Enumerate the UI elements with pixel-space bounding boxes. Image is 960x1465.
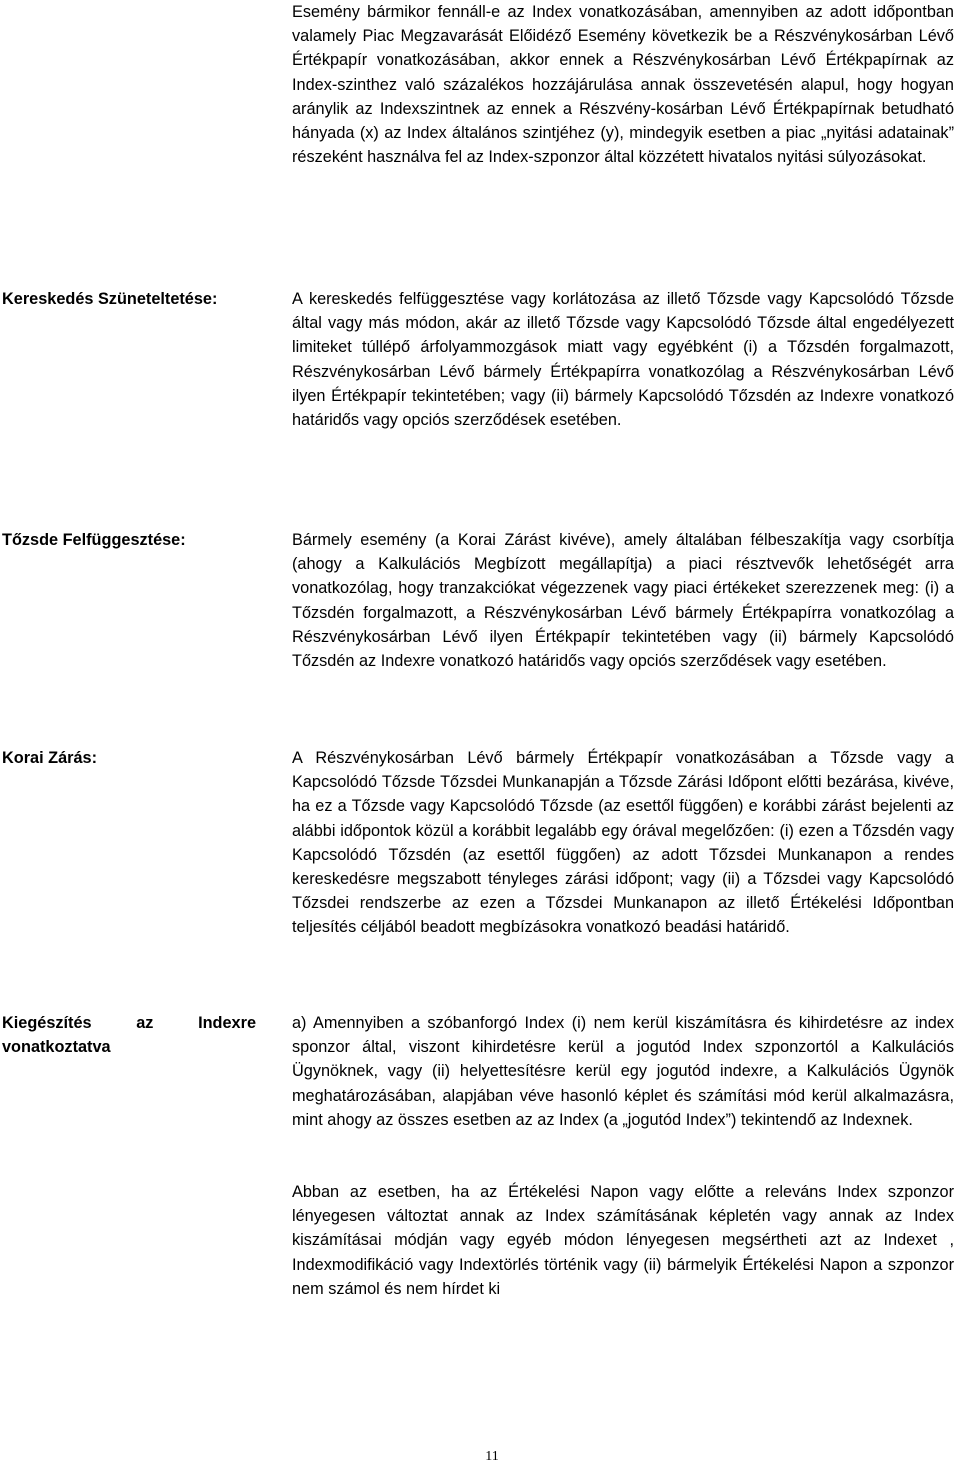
term-kereskedes-szuneteltetese: Kereskedés Szüneteltetése:: [2, 290, 218, 308]
page-number: 11: [485, 1449, 499, 1464]
term-kiegeszites-az-indexre: Kiegészítés az Indexre vonatkoztatva: [2, 1014, 256, 1057]
definition-kiegeszites-paragraph-b: Abban az esetben, ha az Értékelési Napon vagy előtte a releváns Index szponzor lényegesen változtat annak az Index számításának képletén vagy annak az Index kiszámításai módján vagy egyéb módon lényegesen megsértheti azt az Indexet , Indexmodifikáció vagy Indextörlés történik vagy (ii) bármelyik Értékelési Napon a szponzor nem számol és nem hírdet ki: [292, 1183, 954, 1298]
term-tozsde-felfuggesztese: Tőzsde Felfüggesztése:: [2, 531, 186, 549]
intro-paragraph: Esemény bármikor fennáll-e az Index vonatkozásában, amennyiben az adott időpontban valamely Piac Megzavarását Előidéző Esemény következik be a Részvénykosárban Lévő Értékpapír vonatkozásában, akkor ennek a Részvénykosárban Lévő Értékpapírnak az Index-szinthez való százalékos hozzájárulása annak összevetésén alapul, hogy hogyan aránylik az Indexszintnek az ennek a Részvény-kosárban Lévő Értékpapírnak betudható hányada (x) az Index általános szintjéhez (y), mindegyik esetben a piac „nyitási adatainak” részeként használva fel az Index-szponzor által közzétett hivatalos nyitási súlyozásokat.: [292, 3, 954, 167]
definition-kiegeszites-paragraph-a: a) Amennyiben a szóbanforgó Index (i) nem kerül kiszámításra és kihirdetésre az index sponzor által, viszont kihirdetésre kerül a jogutód Index szponzortól a Kalkulációs Ügynöknek, vagy (ii) helyettesítésre kerül egy jogutód indexre, a Kalkulációs Ügynök meghatározásában, alapjában véve hasonló képlet és számítási mód kerül alkalmazásra, mint ahogy az összes esetben az az Index (a „jogutód Index”) tekintendő az Indexnek.: [292, 1014, 954, 1129]
definition-korai-zaras: A Részvénykosárban Lévő bármely Értékpapír vonatkozásában a Tőzsde vagy a Kapcsolódó Tőzsde Tőzsdei Munkanapján a Tőzsde Zárási Időpont előtti bezárása, kivéve, ha ez a Tőzsde vagy Kapcsolódó Tőzsde (az esettől függően) e korábbi zárást bejelenti az alábbi időpontok közül a korábbit legalább egy órával megelőzően: (i) ezen a Tőzsdén vagy Kapcsolódó Tőzsdén (az esettől függően) az adott Tőzsdei Munkanapon a rendes kereskedésre megszabott tényleges zárási időpont; vagy (ii) a Tőzsdei vagy Kapcsolódó Tőzsdei rendszerbe az ezen a Tőzsdei Munkanapon az illető Értékelési Időpontban teljesítés céljából beadott megbízásokra vonatkozó beadási határidő.: [292, 749, 954, 937]
term-korai-zaras: Korai Zárás:: [2, 749, 98, 767]
definition-kereskedes-szuneteltetese: A kereskedés felfüggesztése vagy korlátozása az illető Tőzsde vagy Kapcsolódó Tőzsde által vagy más módon, akár az illető Tőzsde vagy Kapcsolódó Tőzsde által engedélyezett limiteket túllépő árfolyammozgások miatt vagy egyébként (i) a Tőzsdén forgalmazott, Részvénykosárban Lévő bármely Értékpapírra vonatkozólag a Részvénykosárban Lévő ilyen Értékpapír tekintetében; vagy (ii) bármely Kapcsolódó Tőzsdén az Indexre vonatkozó határidős vagy opciós szerződések esetében.: [292, 290, 954, 430]
definition-tozsde-felfuggesztese: Bármely esemény (a Korai Zárást kivéve), amely általában félbeszakítja vagy csorbítja (ahogy a Kalkulációs Megbízott megállapítja) a piaci résztvevők lehetőségét arra vonatkozólag, hogy tranzakciókat végezzenek vagy piaci értékeket szerezzenek meg: (i) a Tőzsdén forgalmazott, a Részvénykosárban Lévő bármely Értékpapírra vonatkozólag a Részvénykosárban Lévő ilyen Értékpapír tekintetében vagy (ii) bármely Kapcsolódó Tőzsdén az Indexre vonatkozó határidős vagy opciós szerződések vagy esetében.: [292, 531, 954, 671]
